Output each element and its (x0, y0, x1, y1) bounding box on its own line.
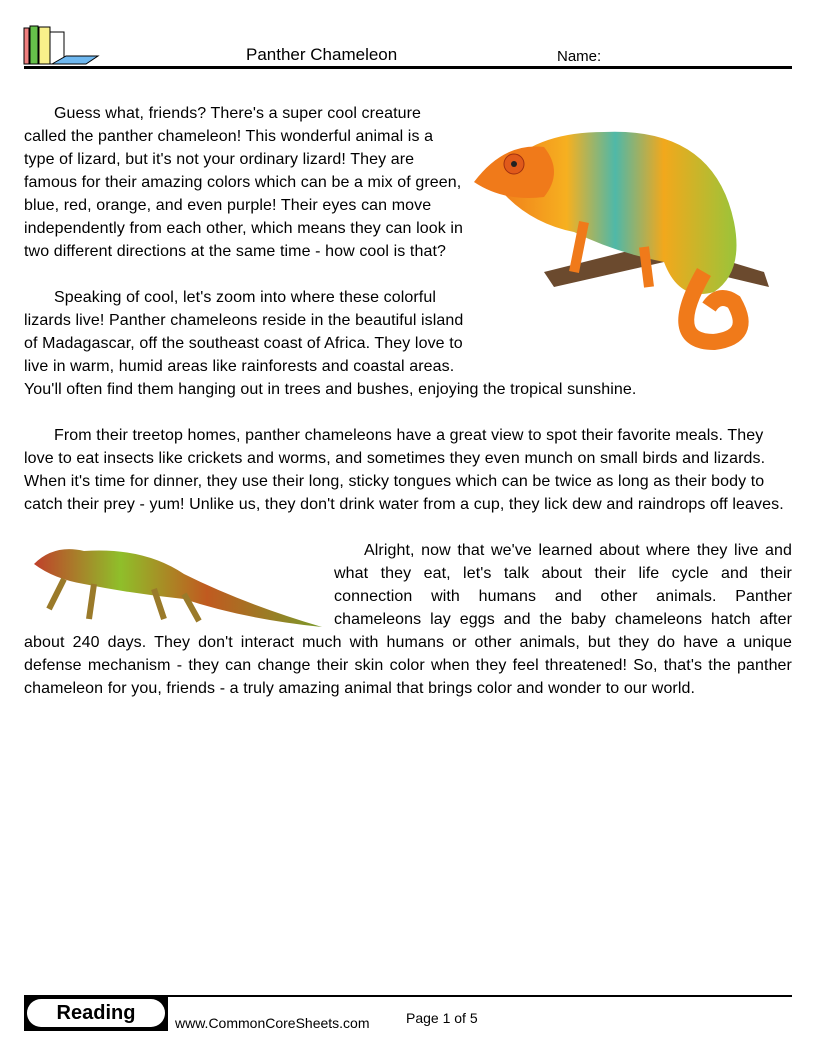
page-number: Page 1 of 5 (406, 1010, 478, 1026)
paragraph-4: Alright, now that we've learned about where they live and what they eat, let's talk about their life cycle and their connection with humans and other animals. Panther chameleons lay eggs and the baby chameleons hatch after about 240 days. They don't interact much with humans or other animals, but they do have a unique defense mechanism - they can change their skin color when they feel threatened! So, that's the panther chameleon for you, friends - a truly amazing animal that brings color and wonder to our world. (24, 542, 792, 697)
article-body (24, 102, 792, 723)
page-title: Panther Chameleon (246, 45, 398, 64)
books-logo-icon (22, 24, 102, 66)
chameleon-on-branch-image (464, 102, 792, 358)
subject-label: Reading (27, 999, 165, 1027)
name-label: Name: (557, 48, 602, 65)
paragraph-3: From their treetop homes, panther chameleons have a great view to spot their favorite meals. They love to eat insects like crickets and worms, and sometimes they even munch on small birds and lizards. When it's time for dinner, they use their long, sticky tongues which can be twice as long as their body to catch their prey - yum! Unlike us, they don't drink water from a cup, they lick dew and raindrops off leaves. (24, 427, 784, 513)
paragraph-1: Guess what, friends? There's a super cool creature called the panther chameleon! This wonderful animal is a type of lizard, but it's not your ordinary lizard! They are famous for their amazing colors which can be a mix of green, blue, red, orange, and even purple! Their eyes can move independently from each other, which means they can look in two different directions at the same time - how cool is that? (24, 105, 464, 260)
header-divider (24, 66, 792, 69)
paragraph-2: Speaking of cool, let's zoom into where these colorful lizards live! Panther chameleons reside in the beautiful island of Madagascar, off the southeast coast of Africa. They love to live in warm, humid areas like rainforests and coastal areas. You'll often find them hanging out in trees and bushes, enjoying the tropical sunshine. (24, 289, 637, 398)
site-url: www.CommonCoreSheets.com (175, 1015, 370, 1031)
subject-badge (24, 997, 168, 1031)
walking-chameleon-image (24, 539, 334, 631)
